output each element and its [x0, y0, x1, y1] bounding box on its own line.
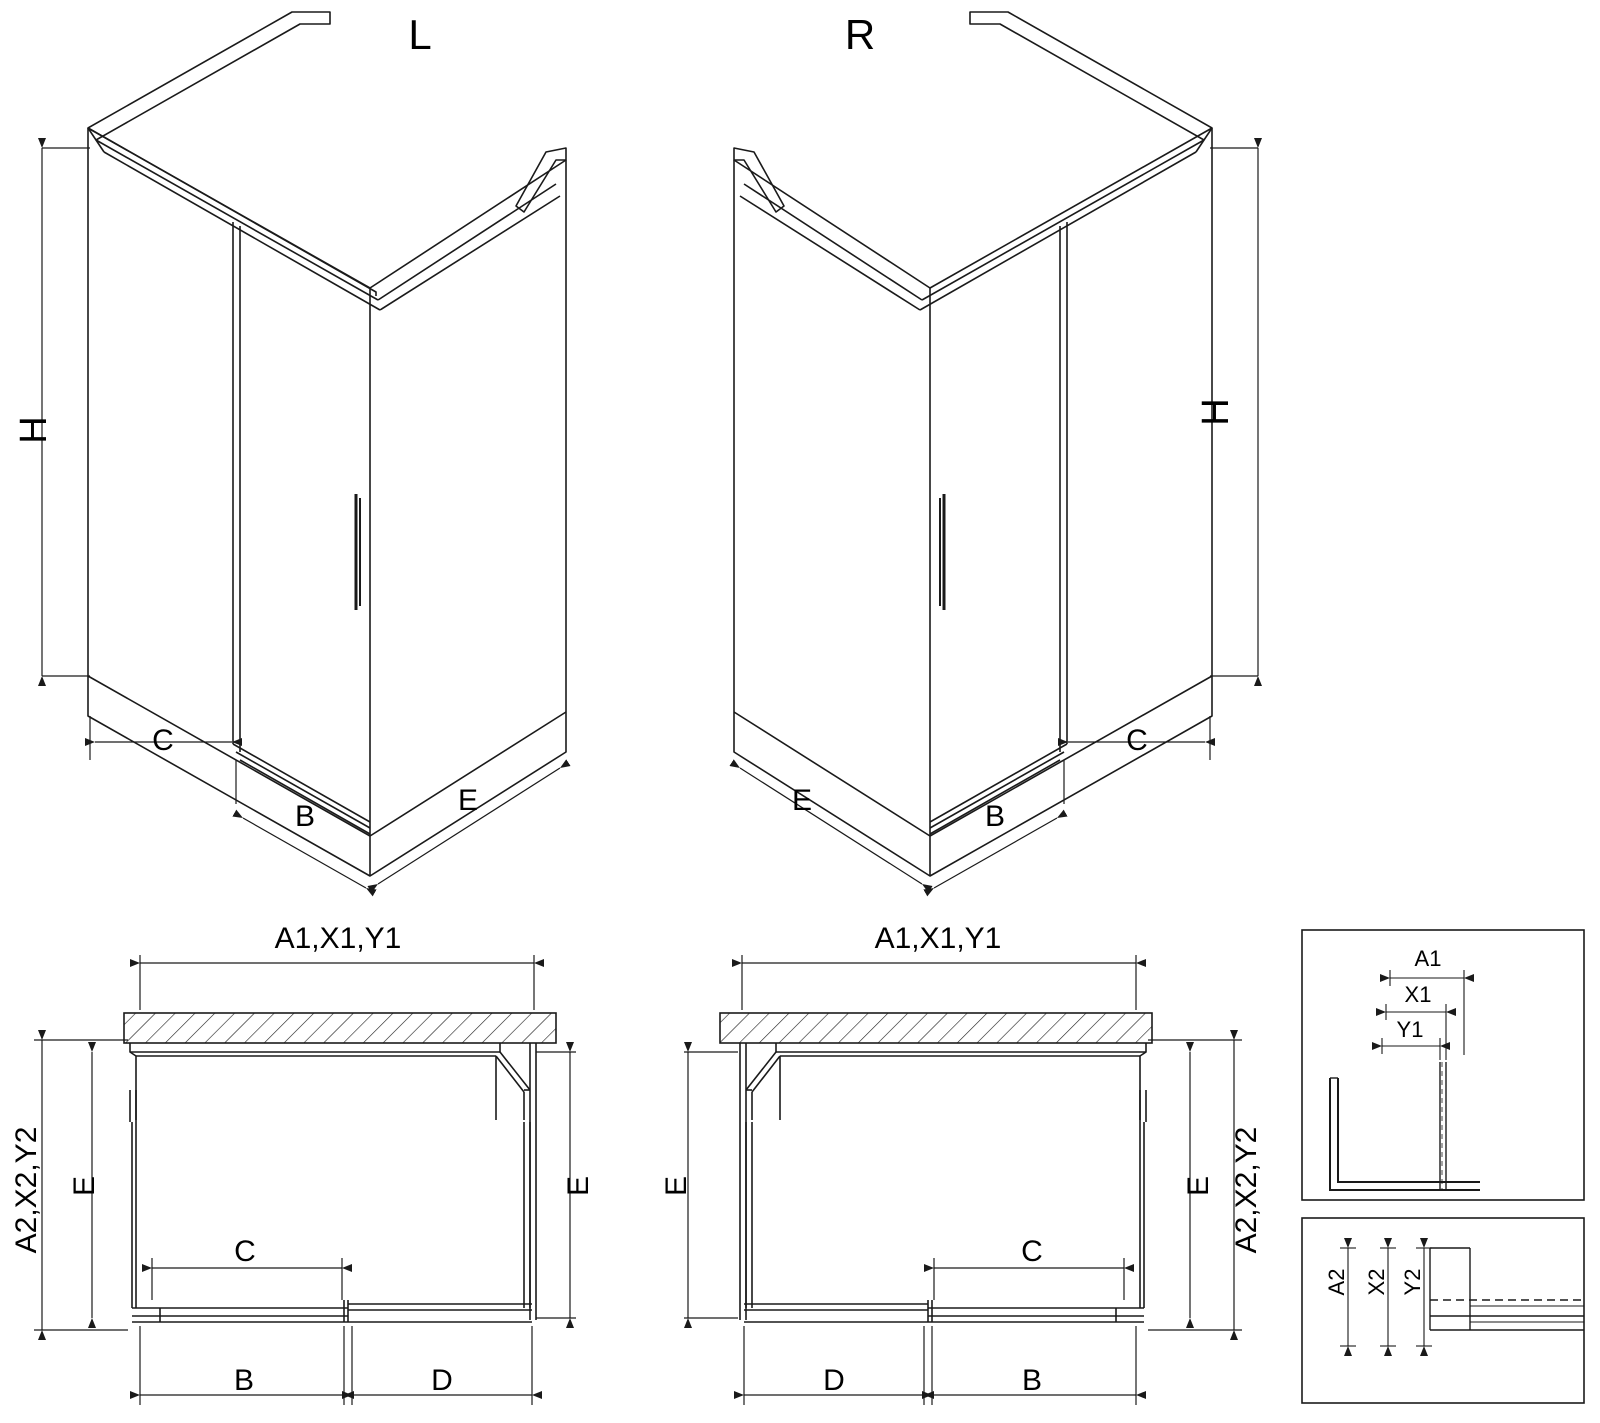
label-detail-top-X1: X1	[1404, 981, 1432, 1007]
label-iso-right-C: C	[1126, 723, 1148, 757]
label-variant-left: L	[408, 11, 432, 59]
label-detail-bottom-X2: X2	[1363, 1268, 1389, 1296]
label-plan-right-B: B	[1021, 1363, 1043, 1397]
wall-hatch-left	[124, 1013, 556, 1043]
label-plan-left-B: B	[233, 1363, 255, 1397]
label-plan-left-C: C	[234, 1234, 256, 1268]
label-iso-right-height: H	[1195, 398, 1238, 426]
label-plan-left-E-left: E	[67, 1175, 101, 1197]
label-plan-right-D: D	[823, 1363, 845, 1397]
detail-bottom-frame	[1302, 1218, 1584, 1403]
label-plan-right-E-left: E	[659, 1175, 693, 1197]
label-plan-left-E-right: E	[561, 1175, 595, 1197]
label-plan-left-side: A2,X2,Y2	[9, 1126, 43, 1254]
label-iso-right-B: B	[984, 799, 1006, 833]
detail-view-top	[1302, 930, 1584, 1200]
label-plan-right-E-right: E	[1181, 1175, 1215, 1197]
detail-top-frame	[1302, 930, 1584, 1200]
label-plan-left-D: D	[431, 1363, 453, 1397]
label-plan-right-top: A1,X1,Y1	[874, 921, 1002, 955]
label-detail-bottom-Y2: Y2	[1399, 1268, 1425, 1296]
label-detail-bottom-A2: A2	[1323, 1268, 1349, 1296]
detail-view-bottom	[1302, 1218, 1584, 1403]
label-detail-top-A1: A1	[1414, 945, 1442, 971]
label-plan-left-top: A1,X1,Y1	[274, 921, 402, 955]
label-iso-right-E: E	[791, 783, 813, 817]
label-plan-right-C: C	[1021, 1234, 1043, 1268]
label-detail-top-Y1: Y1	[1396, 1016, 1424, 1042]
label-iso-left-C: C	[152, 723, 174, 757]
label-plan-right-side: A2,X2,Y2	[1229, 1126, 1263, 1254]
label-variant-right: R	[844, 11, 876, 59]
wall-hatch-right	[720, 1013, 1152, 1043]
label-iso-left-E: E	[457, 783, 479, 817]
label-iso-left-B: B	[294, 799, 316, 833]
label-iso-left-height: H	[13, 416, 56, 444]
